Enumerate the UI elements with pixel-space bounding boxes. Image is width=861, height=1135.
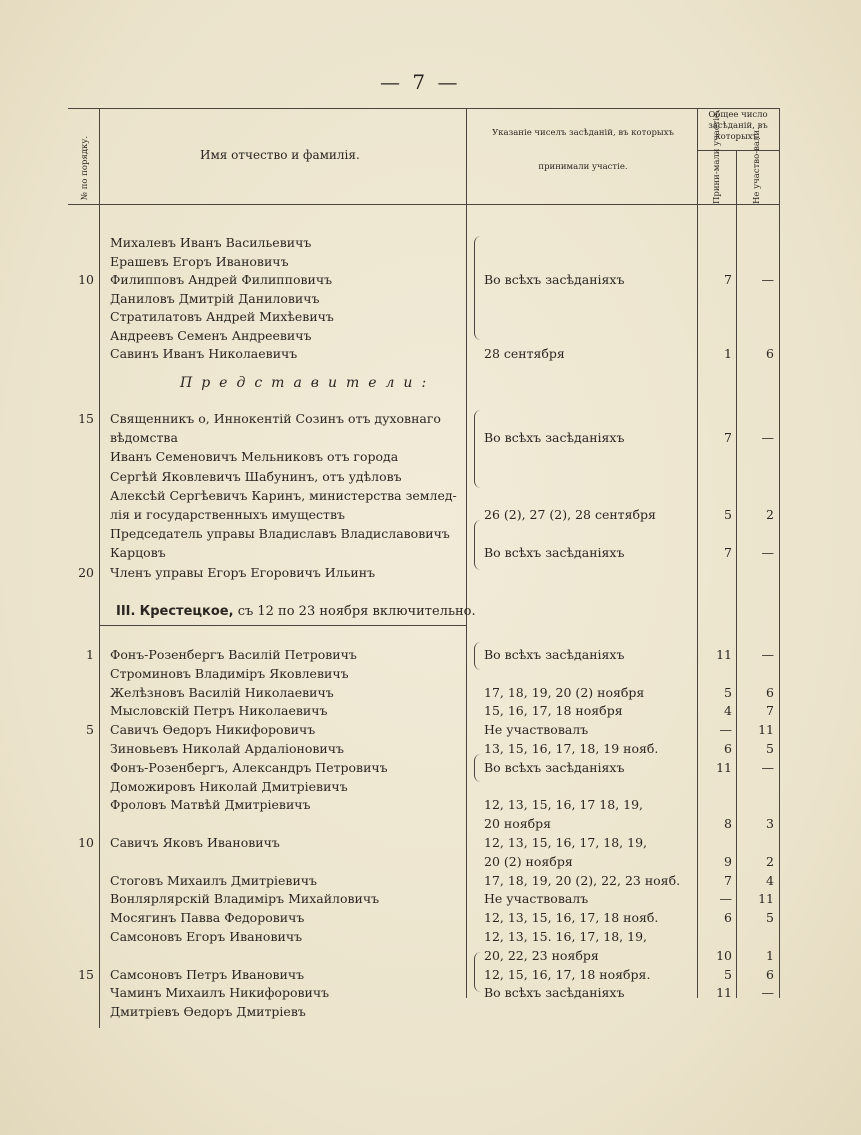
row-dates: 26 (2), 27 (2), 28 сентября xyxy=(484,507,656,522)
row-name: Священникъ о, Иннокентій Созинъ отъ духовнаго xyxy=(110,411,441,426)
row-took-part: 8 xyxy=(724,816,732,832)
header-not-took-part: Не участво-вали. xyxy=(752,127,762,204)
row-name: Фонъ-Розенбергъ, Александръ Петровичъ xyxy=(110,759,388,775)
row-dates: Во всѣхъ засѣданіяхъ xyxy=(484,985,625,1001)
row-not-took-part: — xyxy=(761,647,774,662)
row-index: 15 xyxy=(78,966,94,982)
col-divider-3 xyxy=(697,108,698,998)
row-not-took-part: 6 xyxy=(766,966,774,982)
subsection-title xyxy=(180,374,435,392)
row-name: Членъ управы Егоръ Егоровичъ Ильинъ xyxy=(110,564,376,580)
row-dates: 13, 15, 16, 17, 18, 19 нояб. xyxy=(484,741,659,756)
col-divider-1 xyxy=(99,108,100,1028)
header-dates-line1: Указаніе чиселъ засѣданій, въ которыхъ xyxy=(492,128,674,138)
row-took-part: 4 xyxy=(724,703,732,719)
row-name: Самсоновъ Петръ Ивановичъ xyxy=(110,966,305,982)
row-name: лія и государственныхъ имуществъ xyxy=(110,507,345,522)
row-dates: Во всѣхъ засѣданіяхъ xyxy=(484,430,625,446)
row-dates: 20 (2) ноября xyxy=(484,853,573,869)
row-took-part: 11 xyxy=(716,985,732,1001)
row-dates: 20, 22, 23 ноября xyxy=(484,947,599,963)
row-name: Стоговъ Михаилъ Дмитріевичъ xyxy=(110,872,317,888)
row-took-part: 6 xyxy=(724,741,732,756)
row-name: Зиновьевъ Николай Ардаліоновичъ xyxy=(110,741,344,756)
row-not-took-part: 4 xyxy=(766,872,774,888)
row-took-part: 7 xyxy=(724,430,732,446)
row-name: Карцовъ xyxy=(110,545,166,561)
section3-heading xyxy=(116,603,476,621)
row-name: Мосягинъ Павва Федоровичъ xyxy=(110,910,305,926)
row-dates: Не участвовалъ xyxy=(484,891,589,907)
row-index: 10 xyxy=(78,835,94,850)
row-name: Строминовъ Владиміръ Яковлевичъ xyxy=(110,665,349,681)
row-took-part: 5 xyxy=(724,507,732,522)
header-took-part: Прини-мали участіе. xyxy=(712,110,722,204)
brace-2 xyxy=(474,410,481,488)
row-not-took-part: 3 xyxy=(766,816,774,832)
row-dates: Во всѣхъ засѣданіяхъ xyxy=(484,272,625,287)
row-dates: 17, 18, 19, 20 (2) ноября xyxy=(484,684,645,700)
row-not-took-part: 6 xyxy=(766,684,774,700)
brace-1 xyxy=(474,236,481,340)
brace-6 xyxy=(474,952,481,992)
row-took-part: 10 xyxy=(716,947,732,963)
row-took-part: 9 xyxy=(724,853,732,869)
header-dates-line2: принимали участіе. xyxy=(538,162,628,172)
brace-3 xyxy=(474,520,481,570)
row-name: Доможировъ Николай Дмитріевичъ xyxy=(110,778,348,794)
row-name: Савичъ Ѳедоръ Никифоровичъ xyxy=(110,722,316,738)
row-not-took-part: 11 xyxy=(758,891,774,907)
row-name: Фроловъ Матвѣй Дмитріевичъ xyxy=(110,797,311,813)
row-name: Сергѣй Яковлевичъ Шабунинъ, отъ удѣловъ xyxy=(110,468,402,484)
brace-4 xyxy=(474,642,481,670)
row-not-took-part: — xyxy=(761,759,774,775)
row-index: 5 xyxy=(86,722,94,738)
row-name: Ерашевъ Егоръ Ивановичъ xyxy=(110,253,289,269)
row-took-part: 11 xyxy=(716,759,732,775)
row-dates: 15, 16, 17, 18 ноября xyxy=(484,703,623,719)
brace-5 xyxy=(474,754,481,782)
row-took-part: — xyxy=(719,722,732,738)
section3-rule xyxy=(100,625,467,626)
row-dates: Не участвовалъ xyxy=(484,722,589,738)
row-took-part: 6 xyxy=(724,910,732,926)
header-index: № по порядку. xyxy=(80,135,90,200)
row-index: 15 xyxy=(78,411,94,426)
header-name: Имя отчество и фамилія. xyxy=(200,148,360,162)
row-name: Фонъ-Розенбергъ Василій Петровичъ xyxy=(110,647,357,662)
row-dates: 12, 13, 15, 16, 17, 18 нояб. xyxy=(484,910,659,926)
row-name: Алексѣй Сергѣевичъ Каринъ, министерства землед- xyxy=(110,487,457,503)
row-not-took-part: 2 xyxy=(766,853,774,869)
row-name: Самсоновъ Егоръ Ивановичъ xyxy=(110,929,303,944)
row-took-part: 5 xyxy=(724,966,732,982)
table-top-rule xyxy=(68,108,780,109)
row-name: вѣдомства xyxy=(110,430,178,446)
col-divider-2 xyxy=(466,108,467,998)
section3-rest: съ 12 по 23 ноября включительно. xyxy=(237,604,476,619)
row-name: Филипповъ Андрей Филипповичъ xyxy=(110,272,333,287)
row-dates: 12, 13, 15, 16, 17, 18, 19, xyxy=(484,835,647,850)
col-divider-4 xyxy=(736,150,737,998)
row-not-took-part: — xyxy=(761,985,774,1001)
row-took-part: 1 xyxy=(724,346,732,361)
row-dates: 17, 18, 19, 20 (2), 22, 23 нояб. xyxy=(484,872,681,888)
row-name: Савичъ Яковъ Ивановичъ xyxy=(110,835,280,850)
row-name: Чаминъ Михаилъ Никифоровичъ xyxy=(110,985,330,1001)
row-dates: Во всѣхъ засѣданіяхъ xyxy=(484,759,625,775)
row-name: Савинъ Иванъ Николаевичъ xyxy=(110,346,298,361)
row-index: 10 xyxy=(78,272,94,287)
row-not-took-part: — xyxy=(761,430,774,446)
row-name: Председатель управы Владиславъ Владиславовичъ xyxy=(110,526,450,542)
total-sub-rule xyxy=(697,150,780,151)
row-name: Желѣзновъ Василій Николаевичъ xyxy=(110,684,334,700)
row-index: 1 xyxy=(86,647,94,662)
row-not-took-part: 5 xyxy=(766,910,774,926)
row-dates: 12, 13, 15. 16, 17, 18, 19, xyxy=(484,929,647,944)
section3-numeral: III. xyxy=(116,604,136,619)
row-not-took-part: 2 xyxy=(766,507,774,522)
row-not-took-part: 5 xyxy=(766,741,774,756)
row-took-part: 5 xyxy=(724,684,732,700)
row-name: Мысловскій Петръ Николаевичъ xyxy=(110,703,328,719)
row-not-took-part: 1 xyxy=(766,947,774,963)
row-name: Андреевъ Семенъ Андреевичъ xyxy=(110,327,312,343)
row-not-took-part: — xyxy=(761,545,774,561)
page-number: — 7 — xyxy=(380,70,461,94)
row-not-took-part: 11 xyxy=(758,722,774,738)
row-dates: Во всѣхъ засѣданіяхъ xyxy=(484,647,625,662)
row-took-part: 7 xyxy=(724,872,732,888)
row-took-part: 11 xyxy=(716,647,732,662)
header-bottom-rule xyxy=(68,204,780,205)
section3-title: Крестецкое, xyxy=(139,604,234,619)
row-took-part: — xyxy=(719,891,732,907)
header-total: Общее число засѣданій, въ которыхъ. xyxy=(708,110,768,142)
row-dates: 28 сентября xyxy=(484,346,565,361)
row-took-part: 7 xyxy=(724,272,732,287)
row-name: Иванъ Семеновичъ Мельниковъ отъ города xyxy=(110,449,399,465)
row-index: 20 xyxy=(78,564,94,580)
row-took-part: 7 xyxy=(724,545,732,561)
subsection-title-text: Представители: xyxy=(180,375,436,391)
row-name: Даниловъ Дмитрій Даниловичъ xyxy=(110,290,320,306)
row-not-took-part: 6 xyxy=(766,346,774,361)
row-dates: 20 ноября xyxy=(484,816,552,832)
row-dates: 12, 15, 16, 17, 18 ноября. xyxy=(484,966,651,982)
col-divider-5 xyxy=(779,108,780,998)
row-dates: Во всѣхъ засѣданіяхъ xyxy=(484,545,625,561)
row-not-took-part: 7 xyxy=(766,703,774,719)
row-not-took-part: — xyxy=(761,272,774,287)
row-dates: 12, 13, 15, 16, 17 18, 19, xyxy=(484,797,644,813)
row-name: Дмитріевъ Ѳедоръ Дмитріевъ xyxy=(110,1004,306,1020)
row-name: Михалевъ Иванъ Васильевичъ xyxy=(110,235,312,250)
row-name: Вонлярлярскій Владиміръ Михайловичъ xyxy=(110,891,380,907)
row-name: Стратилатовъ Андрей Михѣевичъ xyxy=(110,309,334,324)
